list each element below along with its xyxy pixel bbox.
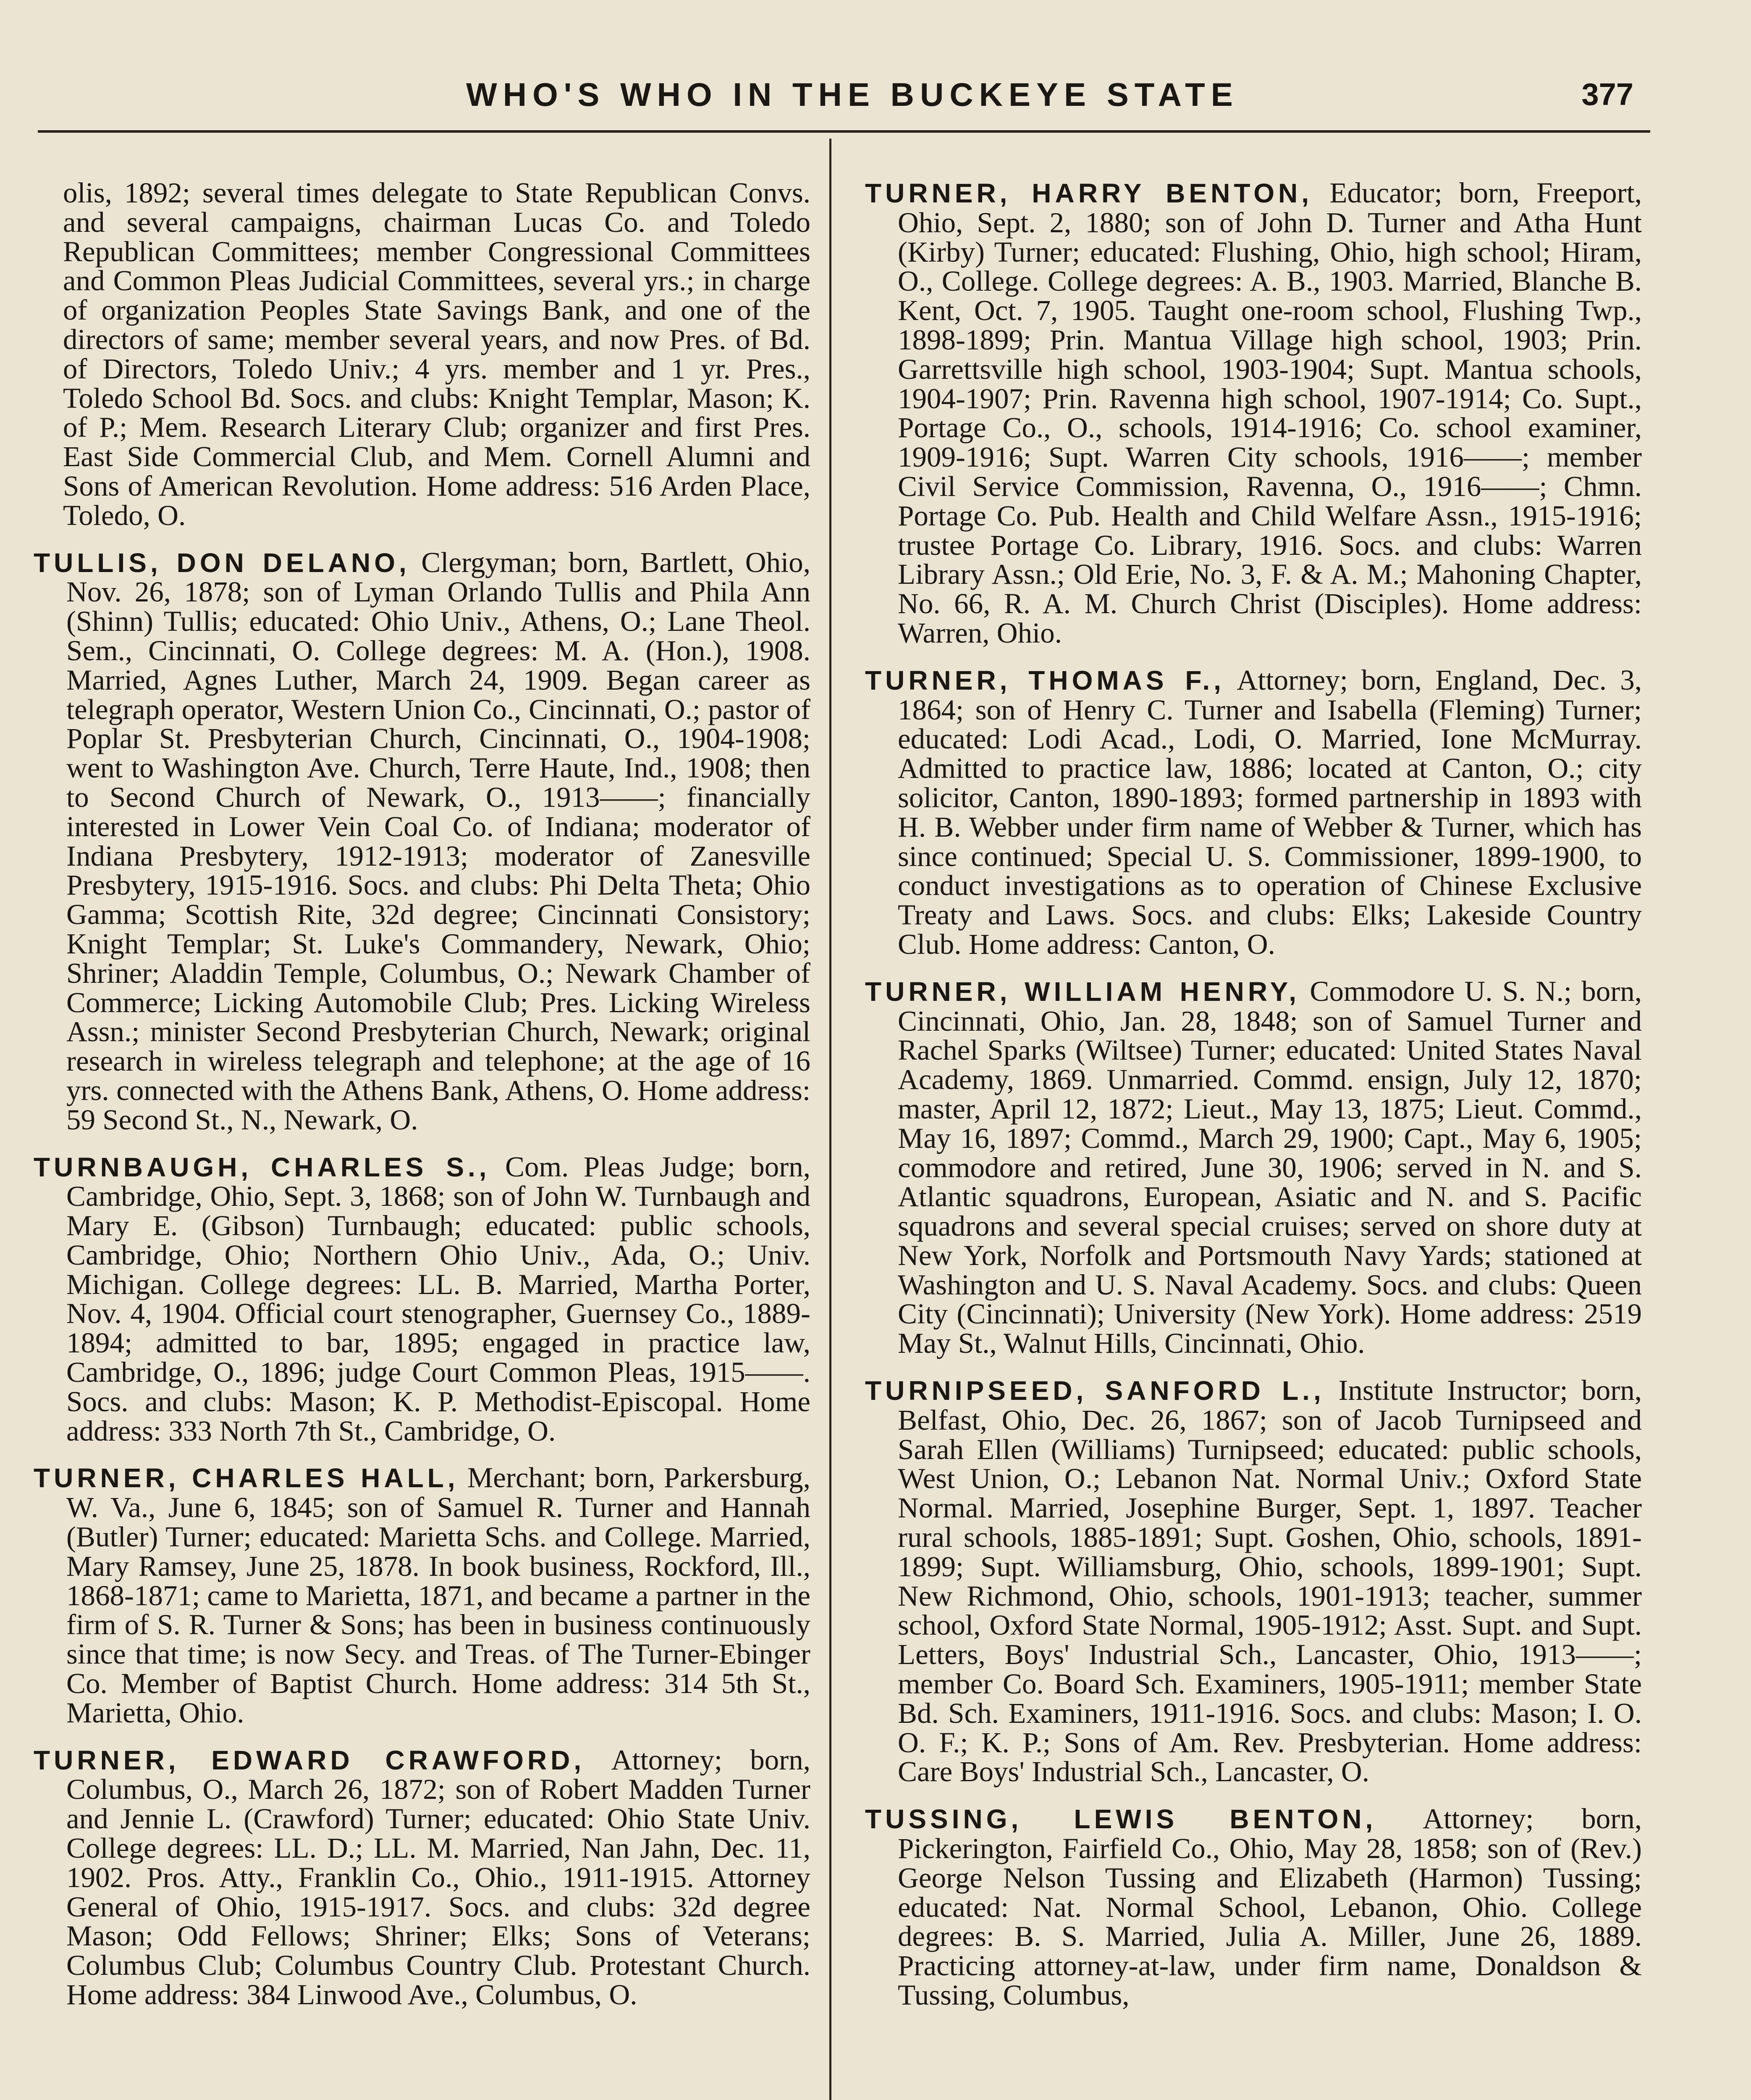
biography-entry <box>865 1804 1642 2010</box>
entry-text: Attorney; born, Columbus, O., March 26, 1872; son of Robert Madden Turner and Jennie L. (Crawford) Turner; educated: Ohio State Univ. College degrees: LL. D.; LL. M. Married, Nan Jahn, Dec. 11, 1902. Pros. Atty., Franklin Co., Ohio., 1911-1915. Attorney General of Ohio, 1915-1917. Socs. and clubs: 32d degree Mason; Odd Fellows; Shriner; Elks; Sons of Veterans; Columbus Club; Columbus Country Club. Protestant Church. Home address: 384 Linwood Ave., Columbus, O. <box>66 1743 810 2011</box>
entry-name: TURNBAUGH, CHARLES S., <box>34 1152 490 1182</box>
right-column <box>865 178 1642 2028</box>
entry-name: TURNER, THOMAS F., <box>865 665 1225 696</box>
page-header <box>38 71 1650 133</box>
entry-text: Institute Instructor; born, Belfast, Ohio, Dec. 26, 1867; son of Jacob Turnipseed and Sarah Ellen (Williams) Turnipseed; educated: public schools, West Union, O.; Lebanon Nat. Normal Univ.; Oxford State Normal. Married, Josephine Burger, Sept. 1, 1897. Teacher rural schools, 1885-1891; Supt. Goshen, Ohio, schools, 1891-1899; Supt. Williamsburg, Ohio, schools, 1899-1901; Supt. New Richmond, Ohio, schools, 1901-1913; teacher, summer school, Oxford State Normal, 1905-1912; Asst. Supt. and Supt. Letters, Boys' Industrial Sch., Lancaster, Ohio, 1913——; member Co. Board Sch. Examiners, 1905-1911; member State Bd. Sch. Examiners, 1911-1916. Socs. and clubs: Mason; I. O. O. F.; K. P.; Sons of Am. Rev. Presbyterian. Home address: Care Boys' Industrial Sch., Lancaster, O. <box>898 1374 1642 1788</box>
column-divider <box>829 139 831 2100</box>
entry-name: TULLIS, DON DELANO, <box>34 547 410 578</box>
entry-text: Attorney; born, Pickerington, Fairfield Co., Ohio, May 28, 1858; son of (Rev.) George Nelson Tussing and Elizabeth (Harmon) Tussing; educated: Nat. Normal School, Lebanon, Ohio. College degrees: B. S. Married, Julia A. Miller, June 26, 1889. Practicing attorney-at-law, under firm name, Donaldson & Tussing, Columbus, <box>898 1803 1642 2011</box>
entry-name: TUSSING, LEWIS BENTON, <box>865 1804 1377 1835</box>
biography-entry <box>865 1376 1642 1787</box>
entry-name: TURNER, HARRY BENTON, <box>865 178 1313 208</box>
entry-text: Clergyman; born, Bartlett, Ohio, Nov. 26, 1878; son of Lyman Orlando Tullis and Phila Ann (Shinn) Tullis; educated: Ohio Univ., Athens, O.; Lane Theol. Sem., Cincinnati, O. College degrees: M. A. (Hon.), 1908. Married, Agnes Luther, March 24, 1909. Began career as telegraph operator, Western Union Co., Cincinnati, O.; pastor of Poplar St. Presbyterian Church, Cincinnati, O., 1904-1908; went to Washington Ave. Church, Terre Haute, Ind., 1908; then to Second Church of Newark, O., 1913——; financially interested in Lower Vein Coal Co. of Indiana; moderator of Indiana Presbytery, 1912-1913; moderator of Zanesville Presbytery, 1915-1916. Socs. and clubs: Phi Delta Theta; Ohio Gamma; Scottish Rite, 32d degree; Cincinnati Consistory; Knight Templar; St. Luke's Commandery, Newark, Ohio; Shriner; Aladdin Temple, Columbus, O.; Newark Chamber of Commerce; Licking Automobile Club; Pres. Licking Wireless Assn.; minister Second Presbyterian Church, Newark; original research in wireless telegraph and telephone; at the age of 16 yrs. connected with the Athens Bank, Athens, O. Home address: 59 Second St., N., Newark, O. <box>66 546 811 1136</box>
entry-name: TURNER, CHARLES HALL, <box>34 1463 459 1494</box>
page-number: 377 <box>1581 77 1633 112</box>
entry-text: Com. Pleas Judge; born, Cambridge, Ohio, Sept. 3, 1868; son of John W. Turnbaugh and Mary E. (Gibson) Turnbaugh; educated: public schools, Cambridge, Ohio; Northern Ohio Univ., Ada, O.; Univ. Michigan. College degrees: LL. B. Married, Martha Porter, Nov. 4, 1904. Official court stenographer, Guernsey Co., 1889-1894; admitted to bar, 1895; engaged in practice law, Cambridge, O., 1896; judge Court Common Pleas, 1915——. Socs. and clubs: Mason; K. P. Methodist-Episcopal. Home address: 333 North 7th St., Cambridge, O. <box>66 1150 811 1447</box>
biography-entry <box>34 1743 810 2011</box>
entry-text: Commodore U. S. N.; born, Cincinnati, Ohio, Jan. 28, 1848; son of Samuel Turner and Rachel Sparks (Wiltsee) Turner; educated: United States Naval Academy, 1869. Unmarried. Commd. ensign, July 12, 1870; master, April 12, 1872; Lieut., May 13, 1875; Lieut. Commd., May 16, 1897; Commd., March 29, 1900; Capt., May 6, 1905; commodore and retired, June 30, 1906; served in N. and S. Atlantic squadrons, European, Asiatic and N. and S. Pacific squadrons and several special cruises; served on shore duty at New York, Norfolk and Portsmouth Navy Yards; stationed at Washington and U. S. Naval Academy. Socs. and clubs: Queen City (Cincinnati); University (New York). Home address: 2519 May St., Walnut Hills, Cincinnati, Ohio. <box>898 975 1642 1360</box>
continued-entry <box>34 178 810 530</box>
entry-text: Merchant; born, Parkersburg, W. Va., June 6, 1845; son of Samuel R. Turner and Hannah (Butler) Turner; educated: Marietta Schs. and College. Married, Mary Ramsey, June 25, 1878. In book business, Rockford, Ill., 1868-1871; came to Marietta, 1871, and became a partner in the firm of S. R. Turner & Sons; has been in business continuously since that time; is now Secy. and Treas. of The Turner-Ebinger Co. Member of Baptist Church. Home address: 314 5th St., Marietta, Ohio. <box>66 1462 810 1729</box>
biography-entry <box>34 1152 810 1446</box>
biography-entry <box>34 548 810 1135</box>
entry-text: olis, 1892; several times delegate to State Republican Convs. and several campaigns, chairman Lucas Co. and Toledo Republican Committees; member Congressional Committees and Common Pleas Judicial Committees, several yrs.; in charge of organization Peoples State Savings Bank, and one of the directors of same; member several years, and now Pres. of Bd. of Directors, Toledo Univ.; 4 yrs. member and 1 yr. Pres., Toledo School Bd. Socs. and clubs: Knight Templar, Mason; K. of P.; Mem. Research Literary Club; organizer and first Pres. East Side Commercial Club, and Mem. Cornell Alumni and Sons of American Revolution. Home address: 516 Arden Place, Toledo, O. <box>63 177 810 531</box>
entry-name: TURNIPSEED, SANFORD L., <box>865 1376 1325 1406</box>
entry-name: TURNER, WILLIAM HENRY, <box>865 976 1300 1007</box>
entry-text: Attorney; born, England, Dec. 3, 1864; son of Henry C. Turner and Isabella (Fleming) Turner; educated: Lodi Acad., Lodi, O. Married, Ione McMurray. Admitted to practice law, 1886; located at Canton, O.; city solicitor, Canton, 1890-1893; formed partnership in 1893 with H. B. Webber under firm name of Webber & Turner, which has since continued; Special U. S. Commissioner, 1899-1900, to conduct investigations as to operation of Chinese Exclusive Treaty and Laws. Socs. and clubs: Elks; Lakeside Country Club. Home address: Canton, O. <box>898 664 1642 960</box>
running-title: WHO'S WHO IN THE BUCKEYE STATE <box>466 76 1239 113</box>
biography-entry <box>865 977 1642 1358</box>
biography-entry <box>865 178 1642 648</box>
left-column <box>34 178 810 2027</box>
biography-entry <box>865 666 1642 959</box>
biography-entry <box>34 1463 810 1727</box>
entry-name: TURNER, EDWARD CRAWFORD, <box>34 1745 585 1775</box>
entry-text: Educator; born, Freeport, Ohio, Sept. 2, 1880; son of John D. Turner and Atha Hunt (Kirby) Turner; educated: Flushing, Ohio, high school; Hiram, O., College. College degrees: A. B., 1903. Married, Blanche B. Kent, Oct. 7, 1905. Taught one-room school, Flushing Twp., 1898-1899; Prin. Mantua Village high school, 1903; Prin. Garrettsville high school, 1903-1904; Supt. Mantua schools, 1904-1907; Prin. Ravenna high school, 1907-1914; Co. Supt., Portage Co., O., schools, 1914-1916; Co. school examiner, 1909-1916; Supt. Warren City schools, 1916——; member Civil Service Commission, Ravenna, O., 1916——; Chmn. Portage Co. Pub. Health and Child Welfare Assn., 1915-1916; trustee Portage Co. Library, 1916. Socs. and clubs: Warren Library Assn.; Old Erie, No. 3, F. & A. M.; Mahoning Chapter, No. 66, R. A. M. Church Christ (Disciples). Home address: Warren, Ohio. <box>898 177 1642 649</box>
